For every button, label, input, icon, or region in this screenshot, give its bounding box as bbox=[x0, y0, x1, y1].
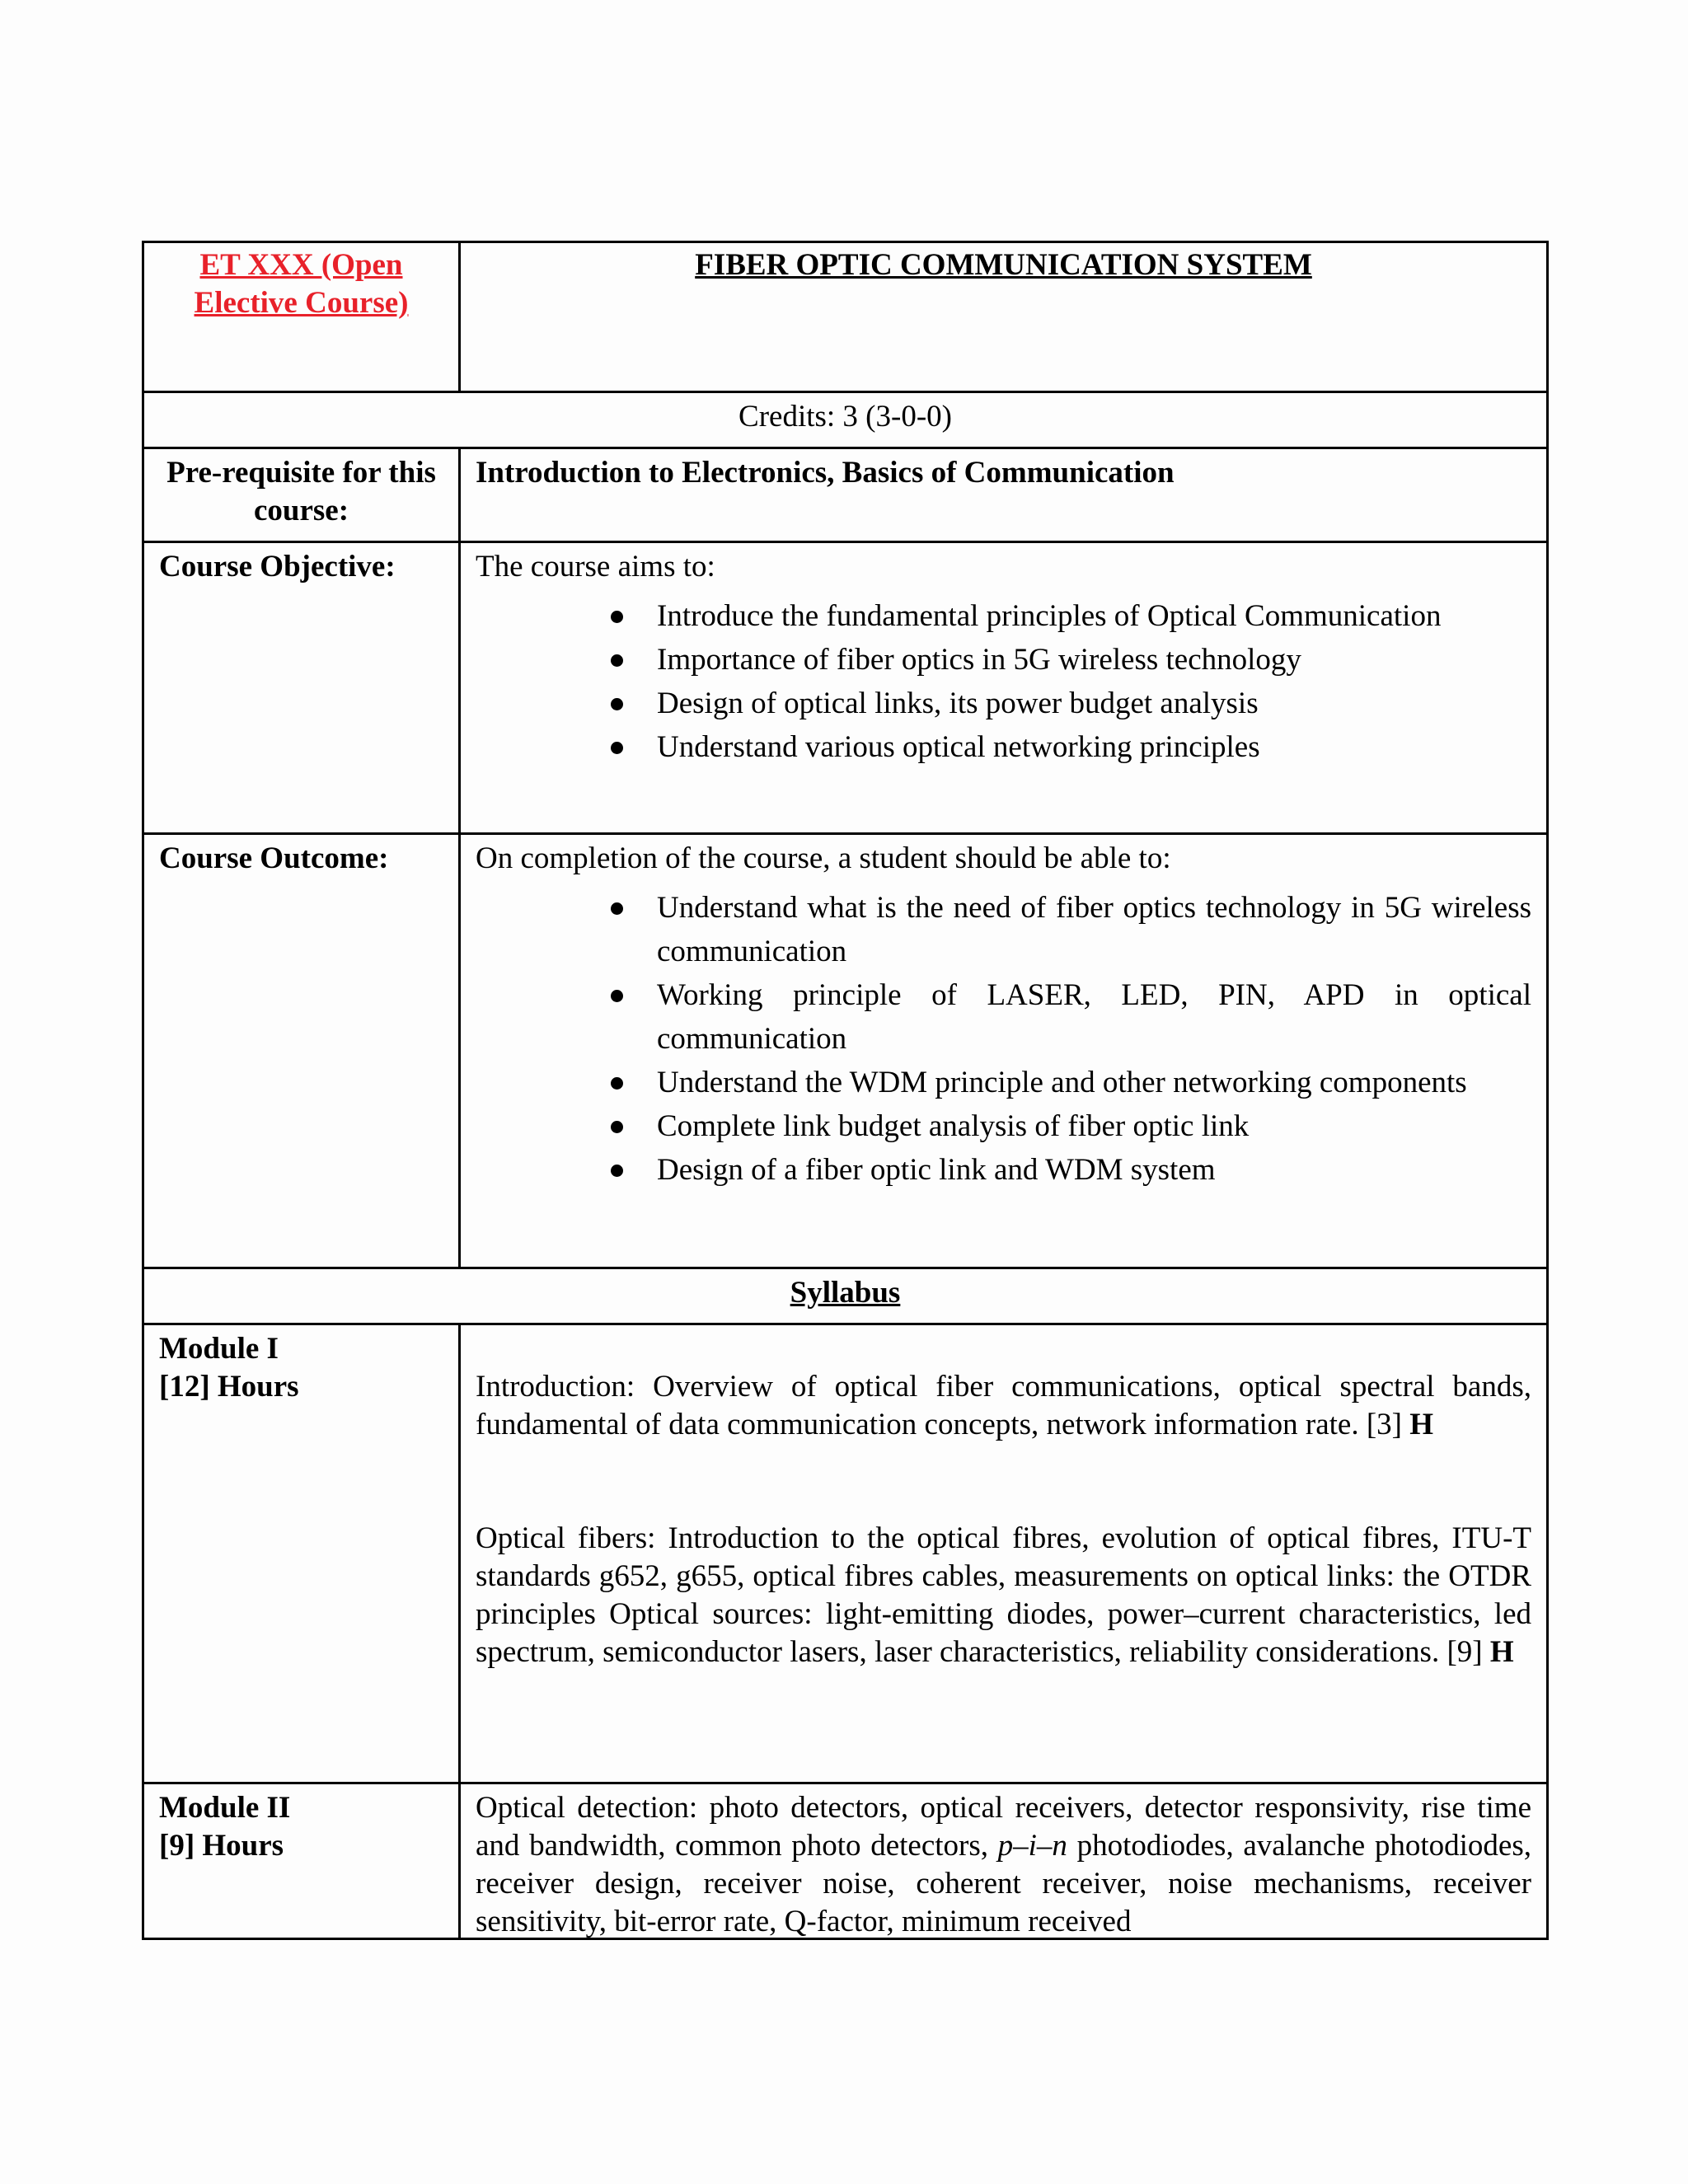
course-code: ET XXX (Open Elective Course) bbox=[194, 248, 409, 320]
module-1-paragraph-1 bbox=[476, 1368, 1531, 1444]
prerequisite-row bbox=[143, 448, 1548, 542]
module-1-title: Module I bbox=[159, 1332, 279, 1366]
list-item: Complete link budget analysis of fiber optic link bbox=[611, 1104, 1531, 1148]
outcome-row bbox=[143, 834, 1548, 1268]
credits-text: Credits: 3 (3-0-0) bbox=[738, 400, 952, 434]
list-item: Design of a fiber optic link and WDM system bbox=[611, 1148, 1531, 1192]
module-1-content-cell bbox=[460, 1324, 1548, 1783]
module-2-content-cell bbox=[460, 1783, 1548, 1939]
module-1-paragraph-2 bbox=[476, 1520, 1531, 1671]
list-item: Working principle of LASER, LED, PIN, APD in optical communication bbox=[611, 973, 1531, 1061]
syllabus-heading-cell bbox=[143, 1268, 1548, 1324]
module-2-hours: [9] Hours bbox=[159, 1829, 284, 1863]
module-1-paragraph-2-mark: H bbox=[1489, 1635, 1514, 1669]
outcome-label: Course Outcome: bbox=[159, 841, 389, 875]
header-row bbox=[143, 242, 1548, 392]
objective-list bbox=[476, 594, 1531, 769]
module-1-hours: [12] Hours bbox=[159, 1370, 299, 1404]
list-item: Design of optical links, its power budget analysis bbox=[611, 682, 1531, 725]
objective-content-cell bbox=[460, 542, 1548, 834]
list-item: Importance of fiber optics in 5G wireless technology bbox=[611, 638, 1531, 682]
list-item: Understand what is the need of fiber optics technology in 5G wireless communication bbox=[611, 886, 1531, 973]
module-1-paragraph-1-text: Introduction: Overview of optical fiber communications, optical spectral bands, fundamental of data communication concepts, network information rate. [3] bbox=[476, 1370, 1531, 1441]
course-syllabus-table bbox=[142, 241, 1549, 1940]
outcome-intro: On completion of the course, a student should be able to: bbox=[476, 841, 1171, 875]
module-1-row bbox=[143, 1324, 1548, 1783]
credits-cell bbox=[143, 392, 1548, 448]
module-1-label-cell bbox=[143, 1324, 460, 1783]
module-2-paragraph bbox=[476, 1789, 1531, 1938]
module-2-text-italic: p–i–n bbox=[997, 1829, 1067, 1863]
module-1-paragraph-1-mark: H bbox=[1409, 1408, 1434, 1441]
module-2-title: Module II bbox=[159, 1791, 291, 1825]
prerequisite-label: Pre-requisite for this course: bbox=[166, 456, 436, 527]
list-item: Understand the WDM principle and other networking components bbox=[611, 1061, 1531, 1104]
objective-row bbox=[143, 542, 1548, 834]
objective-label-cell bbox=[143, 542, 460, 834]
module-2-label-cell bbox=[143, 1783, 460, 1939]
outcome-content-cell bbox=[460, 834, 1548, 1268]
course-title-cell bbox=[460, 242, 1548, 392]
prerequisite-label-cell bbox=[143, 448, 460, 542]
outcome-list bbox=[476, 886, 1531, 1192]
list-item: Understand various optical networking principles bbox=[611, 725, 1531, 769]
module-1-paragraph-2-text: Optical fibers: Introduction to the optical fibres, evolution of optical fibres, ITU-T standards g652, g655, optical fibres cables, measurements on optical links: the OTDR principles Optical sources: light-emitting diodes, power–current characteristics, led spectrum, semiconductor lasers, laser characteristics, reliability considerations. [9] bbox=[476, 1521, 1531, 1669]
course-title: FIBER OPTIC COMMUNICATION SYSTEM bbox=[695, 248, 1312, 282]
module-2-row bbox=[143, 1783, 1548, 1939]
objective-label: Course Objective: bbox=[159, 550, 396, 583]
list-item: Introduce the fundamental principles of Optical Communication bbox=[611, 594, 1531, 638]
course-code-cell bbox=[143, 242, 460, 392]
credits-row bbox=[143, 392, 1548, 448]
syllabus-heading: Syllabus bbox=[790, 1276, 901, 1310]
outcome-label-cell bbox=[143, 834, 460, 1268]
objective-intro: The course aims to: bbox=[476, 550, 715, 583]
prerequisite-value-cell bbox=[460, 448, 1548, 542]
module-2-text-after: photodiodes, avalanche photodiodes, receiver design, receiver noise, coherent receiver, noise mechanisms, receiver sensitivity, bit-error rate, Q-factor, minimum received bbox=[476, 1829, 1531, 1938]
prerequisite-value: Introduction to Electronics, Basics of Communication bbox=[476, 456, 1175, 490]
syllabus-heading-row bbox=[143, 1268, 1548, 1324]
module-2-text-before: Optical detection: photo detectors, optical receivers, detector responsivity, rise time and bandwidth, common photo detectors, bbox=[476, 1791, 1531, 1863]
